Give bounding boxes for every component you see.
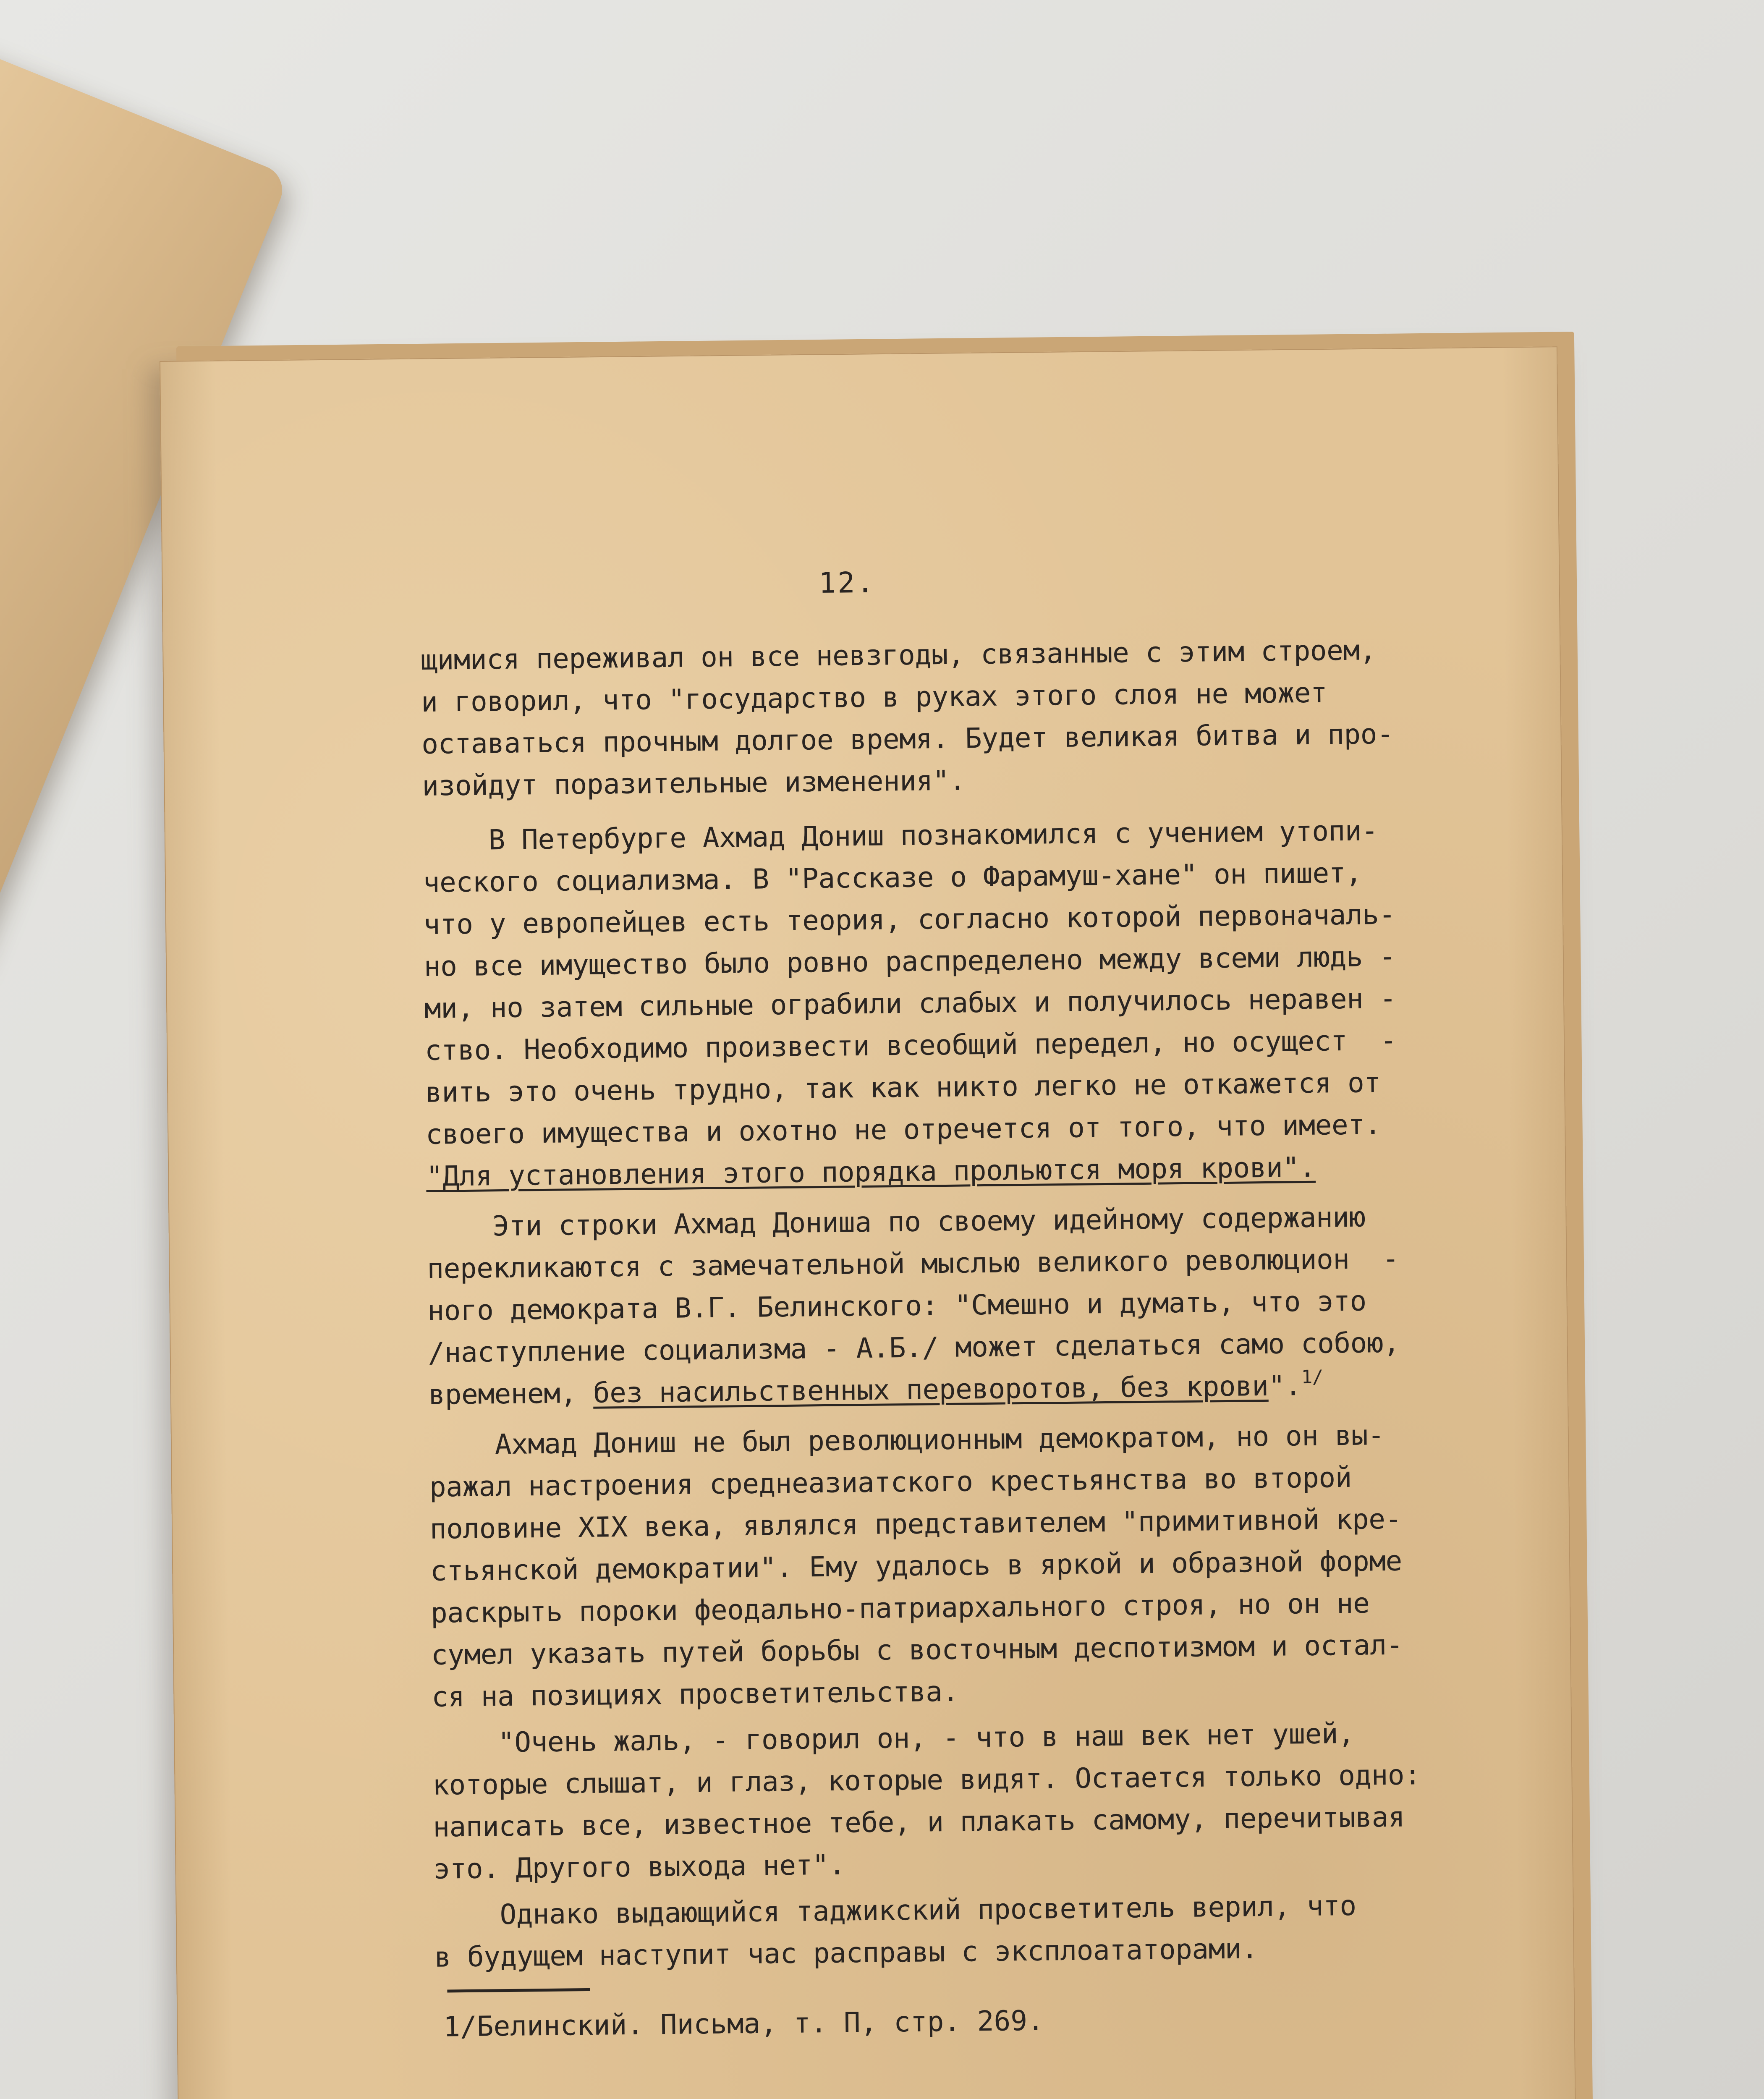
footnote-divider (447, 1988, 590, 1993)
text-line: но все имущество было ровно распределено между всеми людь - (424, 940, 1396, 983)
text-line: что у европейцев есть теория, согласно которой первоначаль- (423, 898, 1395, 941)
text-line: ражал настроения среднеазиатского крестьянства во второй (429, 1461, 1352, 1503)
text-line: это. Другого выхода нет". (433, 1848, 845, 1885)
underlined-quote-line: "Для установления этого порядка прольются моря крови". (426, 1151, 1316, 1193)
text-line: и говорил, что "государство в руках этого слоя не может (421, 676, 1327, 718)
text-line: написать все, известное тебе, и плакать самому, перечитывая (432, 1801, 1405, 1843)
text-line: перекликаются с замечательной мыслью великого революцион - (427, 1242, 1399, 1285)
text-line: ство. Необходимо произвести всеобщий передел, но осущест - (424, 1024, 1397, 1067)
text-line: которые слышат, и глаз, которые видят. Остается только одно: (432, 1759, 1421, 1801)
typed-text-block (420, 560, 1484, 2043)
text-line: раскрыть пороки феодально-патриархального строя, но он не (430, 1587, 1370, 1629)
text-line: Ахмад Дониш не был революционным демократом, но он вы- (429, 1419, 1385, 1461)
text-line: сумел указать путей борьбы с восточным деспотизмом и остал- (431, 1628, 1403, 1671)
text-line: стьянской демократии". Ему удалось в яркой и образной форме (430, 1544, 1403, 1587)
text-line-with-quote (428, 1366, 1323, 1411)
text-line: ся на позициях просветительства. (431, 1675, 959, 1713)
text-line: ческого социализма. В "Рассказе о Фарамуш-хане" он пишет, (423, 856, 1362, 899)
text-line: вить это очень трудно, так как никто легко не откажется от (425, 1066, 1381, 1109)
text-line: В Петербурге Ахмад Дониш познакомился с учением утопи- (422, 814, 1378, 857)
underlined-quote: без насильственных переворотов, без крови (593, 1369, 1269, 1409)
page-number: 12. (818, 566, 876, 600)
text-line: половине XIX века, являлся представителем "примитивной кре- (429, 1502, 1402, 1545)
line-prefix: временем, (428, 1377, 594, 1411)
text-line: "Очень жаль, - говорил он, - что в наш век нет ушей, (432, 1717, 1355, 1759)
text-line: своего имущества и охотно не отречется от того, что имеет. (425, 1108, 1381, 1151)
footnote: 1/Белинский. Письма, т. П, стр. 269. (443, 2004, 1044, 2043)
text-line: оставаться прочным долгое время. Будет великая битва и про- (421, 717, 1394, 760)
text-line: в будущем наступит час расправы с эксплоататорами. (434, 1932, 1258, 1973)
text-line: щимися переживал он все невзгоды, связанные с этим строем, (420, 634, 1377, 676)
text-line: /наступление социализма - А.Б./ может сделаться само собою, (428, 1326, 1400, 1369)
footnote-marker: 1/ (1301, 1366, 1323, 1388)
text-line: ного демократа В.Г. Белинского: "Смешно и думать, что это (427, 1285, 1367, 1327)
line-suffix: ". (1268, 1369, 1302, 1402)
text-line: Эти строки Ахмад Дониша по своему идейному содержанию (426, 1201, 1366, 1243)
text-line: Однако выдающийся таджикский просветитель верил, что (434, 1889, 1357, 1931)
text-line: изойдут поразительные изменения". (421, 764, 966, 802)
text-line: ми, но затем сильные ограбили слабых и получилось нерaвен - (424, 982, 1397, 1025)
